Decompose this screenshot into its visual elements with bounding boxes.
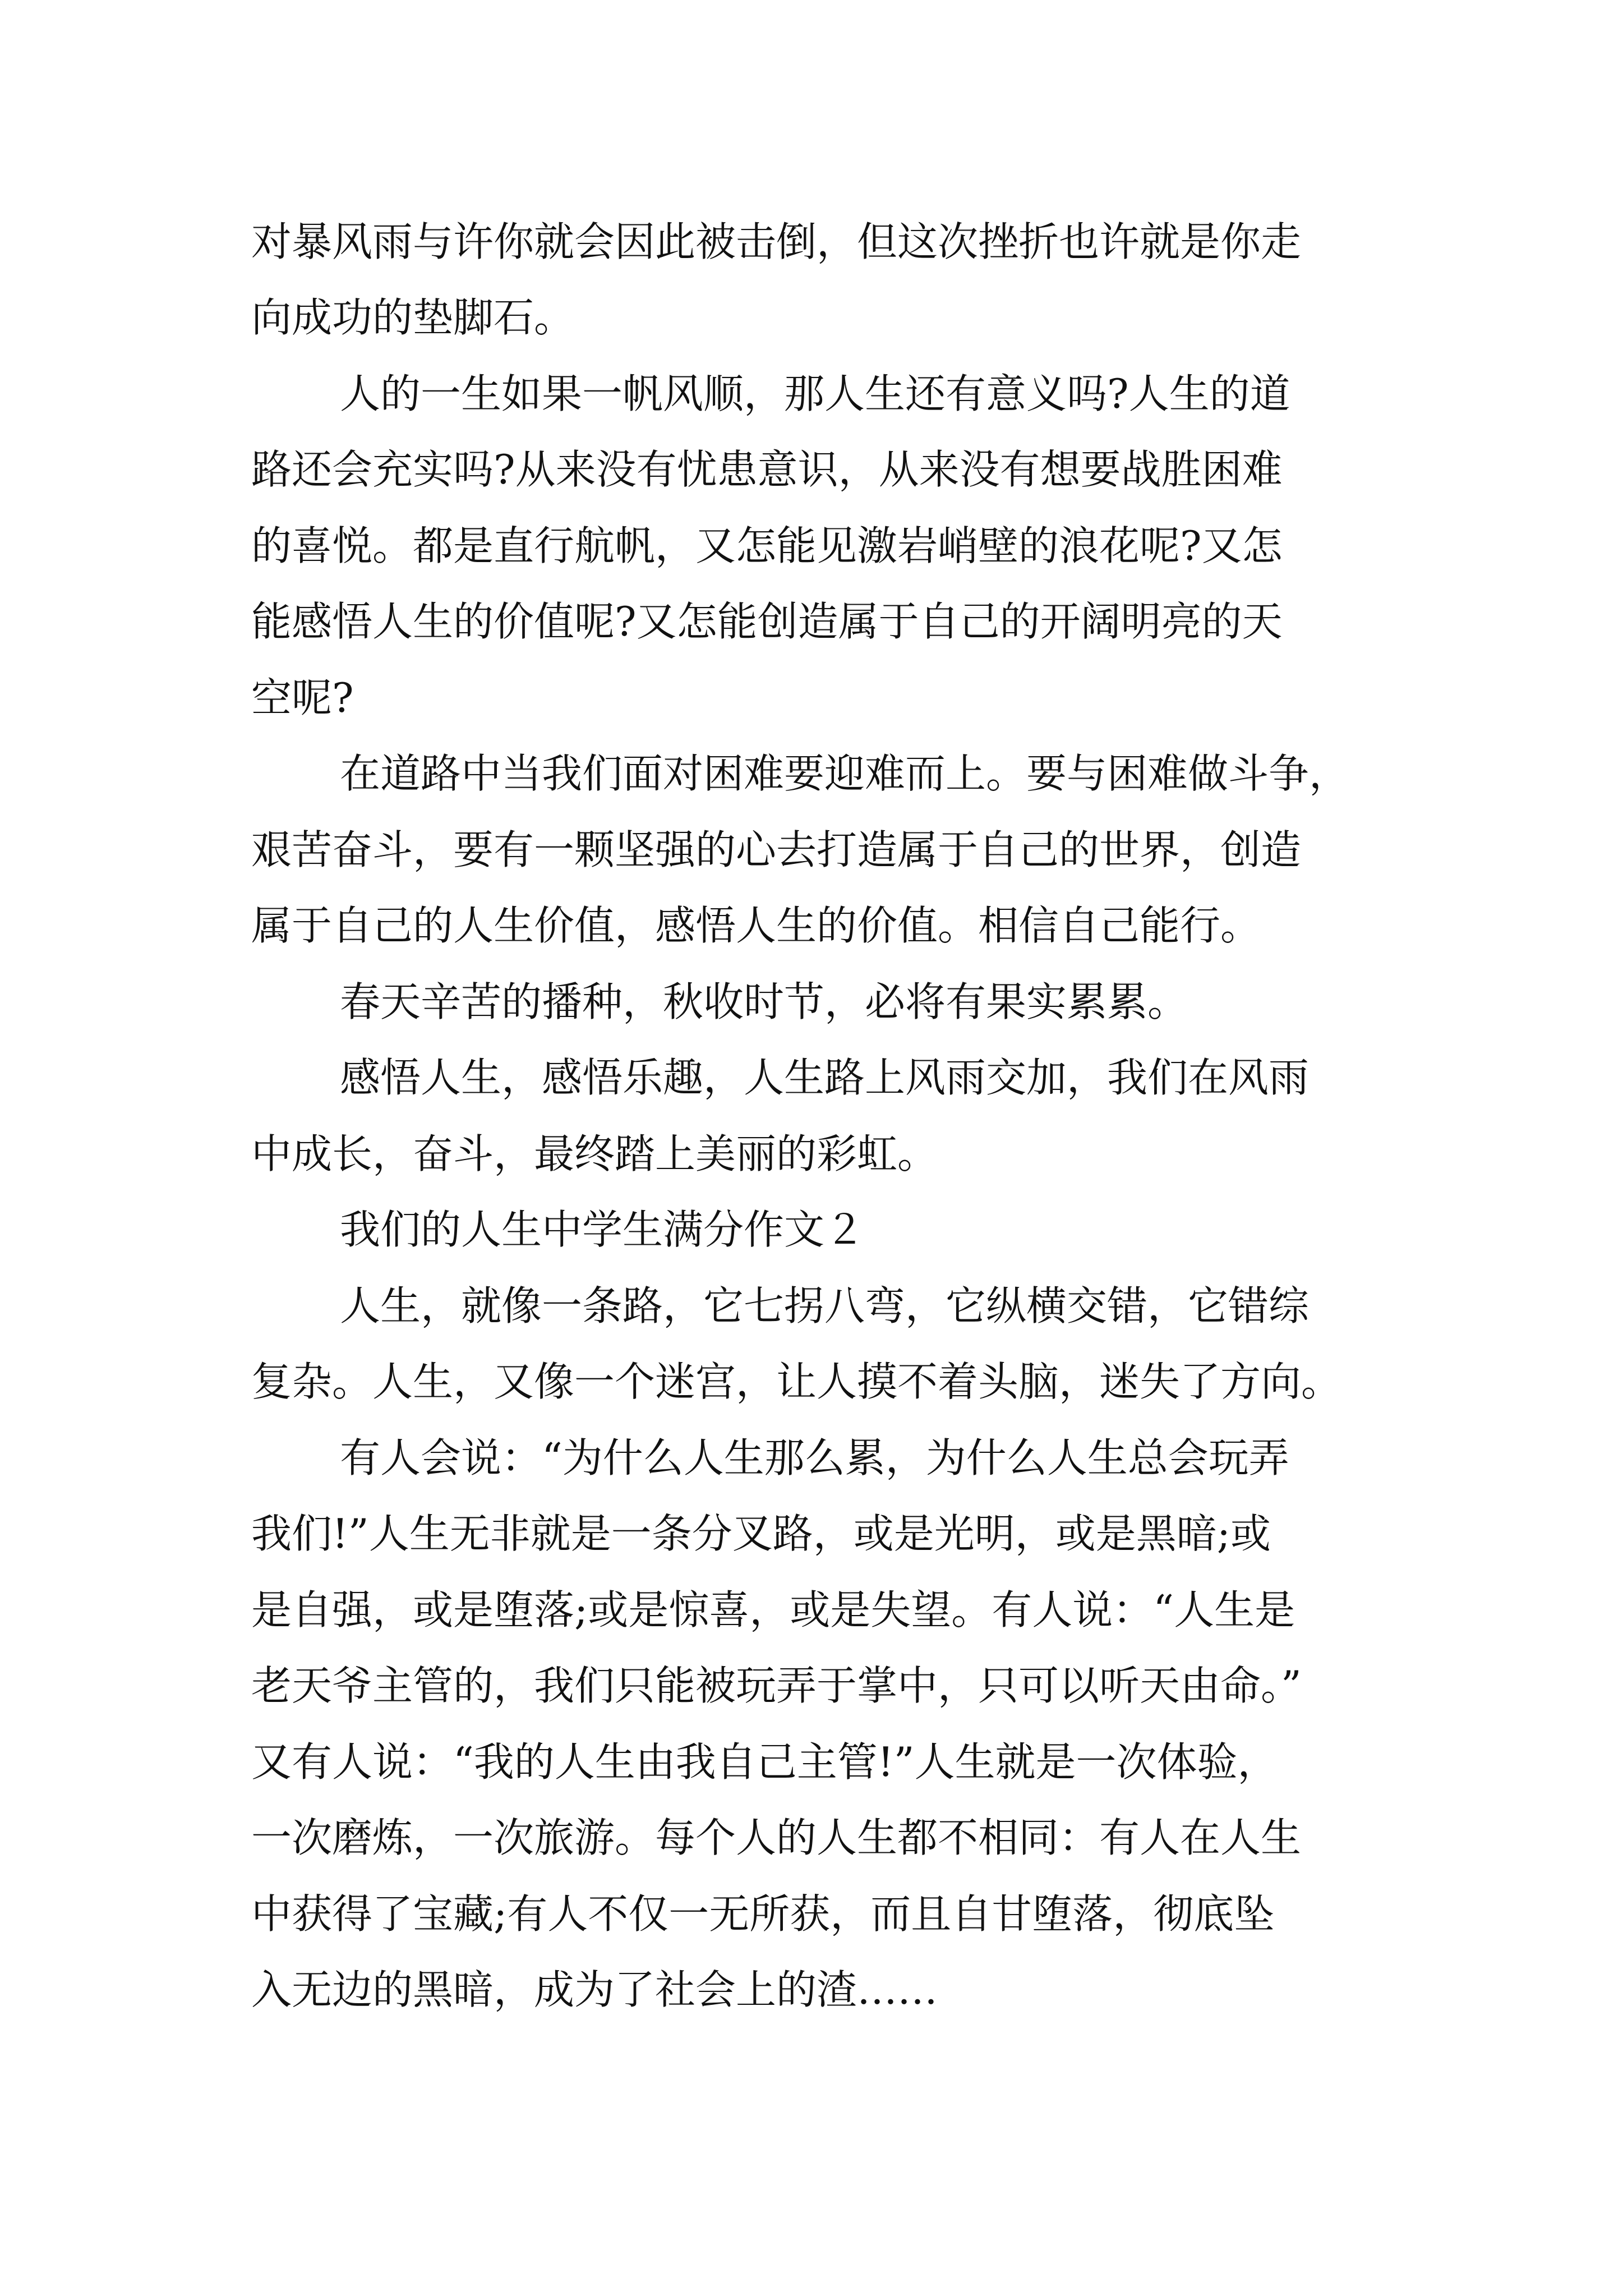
- paragraph-start-line: 感悟人生，感悟乐趣，人生路上风雨交加，我们在风雨: [340, 1054, 1310, 1101]
- paragraph-start-line: 人生，就像一条路，它七拐八弯，它纵横交错，它错综: [340, 1282, 1310, 1329]
- section-heading: 我们的人生中学生满分作文２: [340, 1206, 865, 1253]
- text-line: 老天爷主管的，我们只能被玩弄于掌中，只可以听天由命。”: [251, 1662, 1302, 1709]
- paragraph-start-line: 人的一生如果一帆风顺，那人生还有意义吗?人生的道: [340, 370, 1290, 417]
- text-line: 入无边的黑暗，成为了社会上的渣……: [251, 1966, 938, 2013]
- text-line: 是自强，或是堕落;或是惊喜，或是失望。有人说：“人生是: [251, 1586, 1295, 1634]
- text-line: 能感悟人生的价值呢?又怎能创造属于自己的开阔明亮的天: [251, 598, 1283, 645]
- text-line: 空呢?: [251, 674, 354, 721]
- paragraph-start-line: 有人会说：“为什么人生那么累，为什么人生总会玩弄: [340, 1434, 1289, 1481]
- paragraph-start-line: 春天辛苦的播种，秋收时节，必将有果实累累。: [340, 978, 1188, 1025]
- text-line: 中成长，奋斗，最终踏上美丽的彩虹。: [251, 1130, 938, 1177]
- text-line: 复杂。人生，又像一个迷宫，让人摸不着头脑，迷失了方向。: [251, 1358, 1342, 1405]
- text-line: 的喜悦。都是直行航帆，又怎能见激岩峭壁的浪花呢?又怎: [251, 522, 1283, 569]
- text-line: 对暴风雨与许你就会因此被击倒，但这次挫折也许就是你走: [251, 218, 1302, 265]
- text-line: 路还会充实吗?从来没有忧患意识，从来没有想要战胜困难: [251, 446, 1283, 493]
- text-line: 向成功的垫脚石。: [251, 294, 575, 341]
- text-line: 属于自己的人生价值，感悟人生的价值。相信自己能行。: [251, 902, 1261, 949]
- text-line: 一次磨炼，一次旅游。每个人的人生都不相同：有人在人生: [251, 1814, 1302, 1861]
- text-line: 中获得了宝藏;有人不仅一无所获，而且自甘堕落，彻底坠: [251, 1890, 1275, 1938]
- text-line: 又有人说：“我的人生由我自己主管!”人生就是一次体验，: [251, 1738, 1278, 1786]
- paragraph-start-line: 在道路中当我们面对困难要迎难而上。要与困难做斗争，: [340, 750, 1350, 797]
- text-line: 我们!”人生无非就是一条分叉路，或是光明，或是黑暗;或: [251, 1510, 1271, 1557]
- text-line: 艰苦奋斗，要有一颗坚强的心去打造属于自己的世界，创造: [251, 826, 1302, 873]
